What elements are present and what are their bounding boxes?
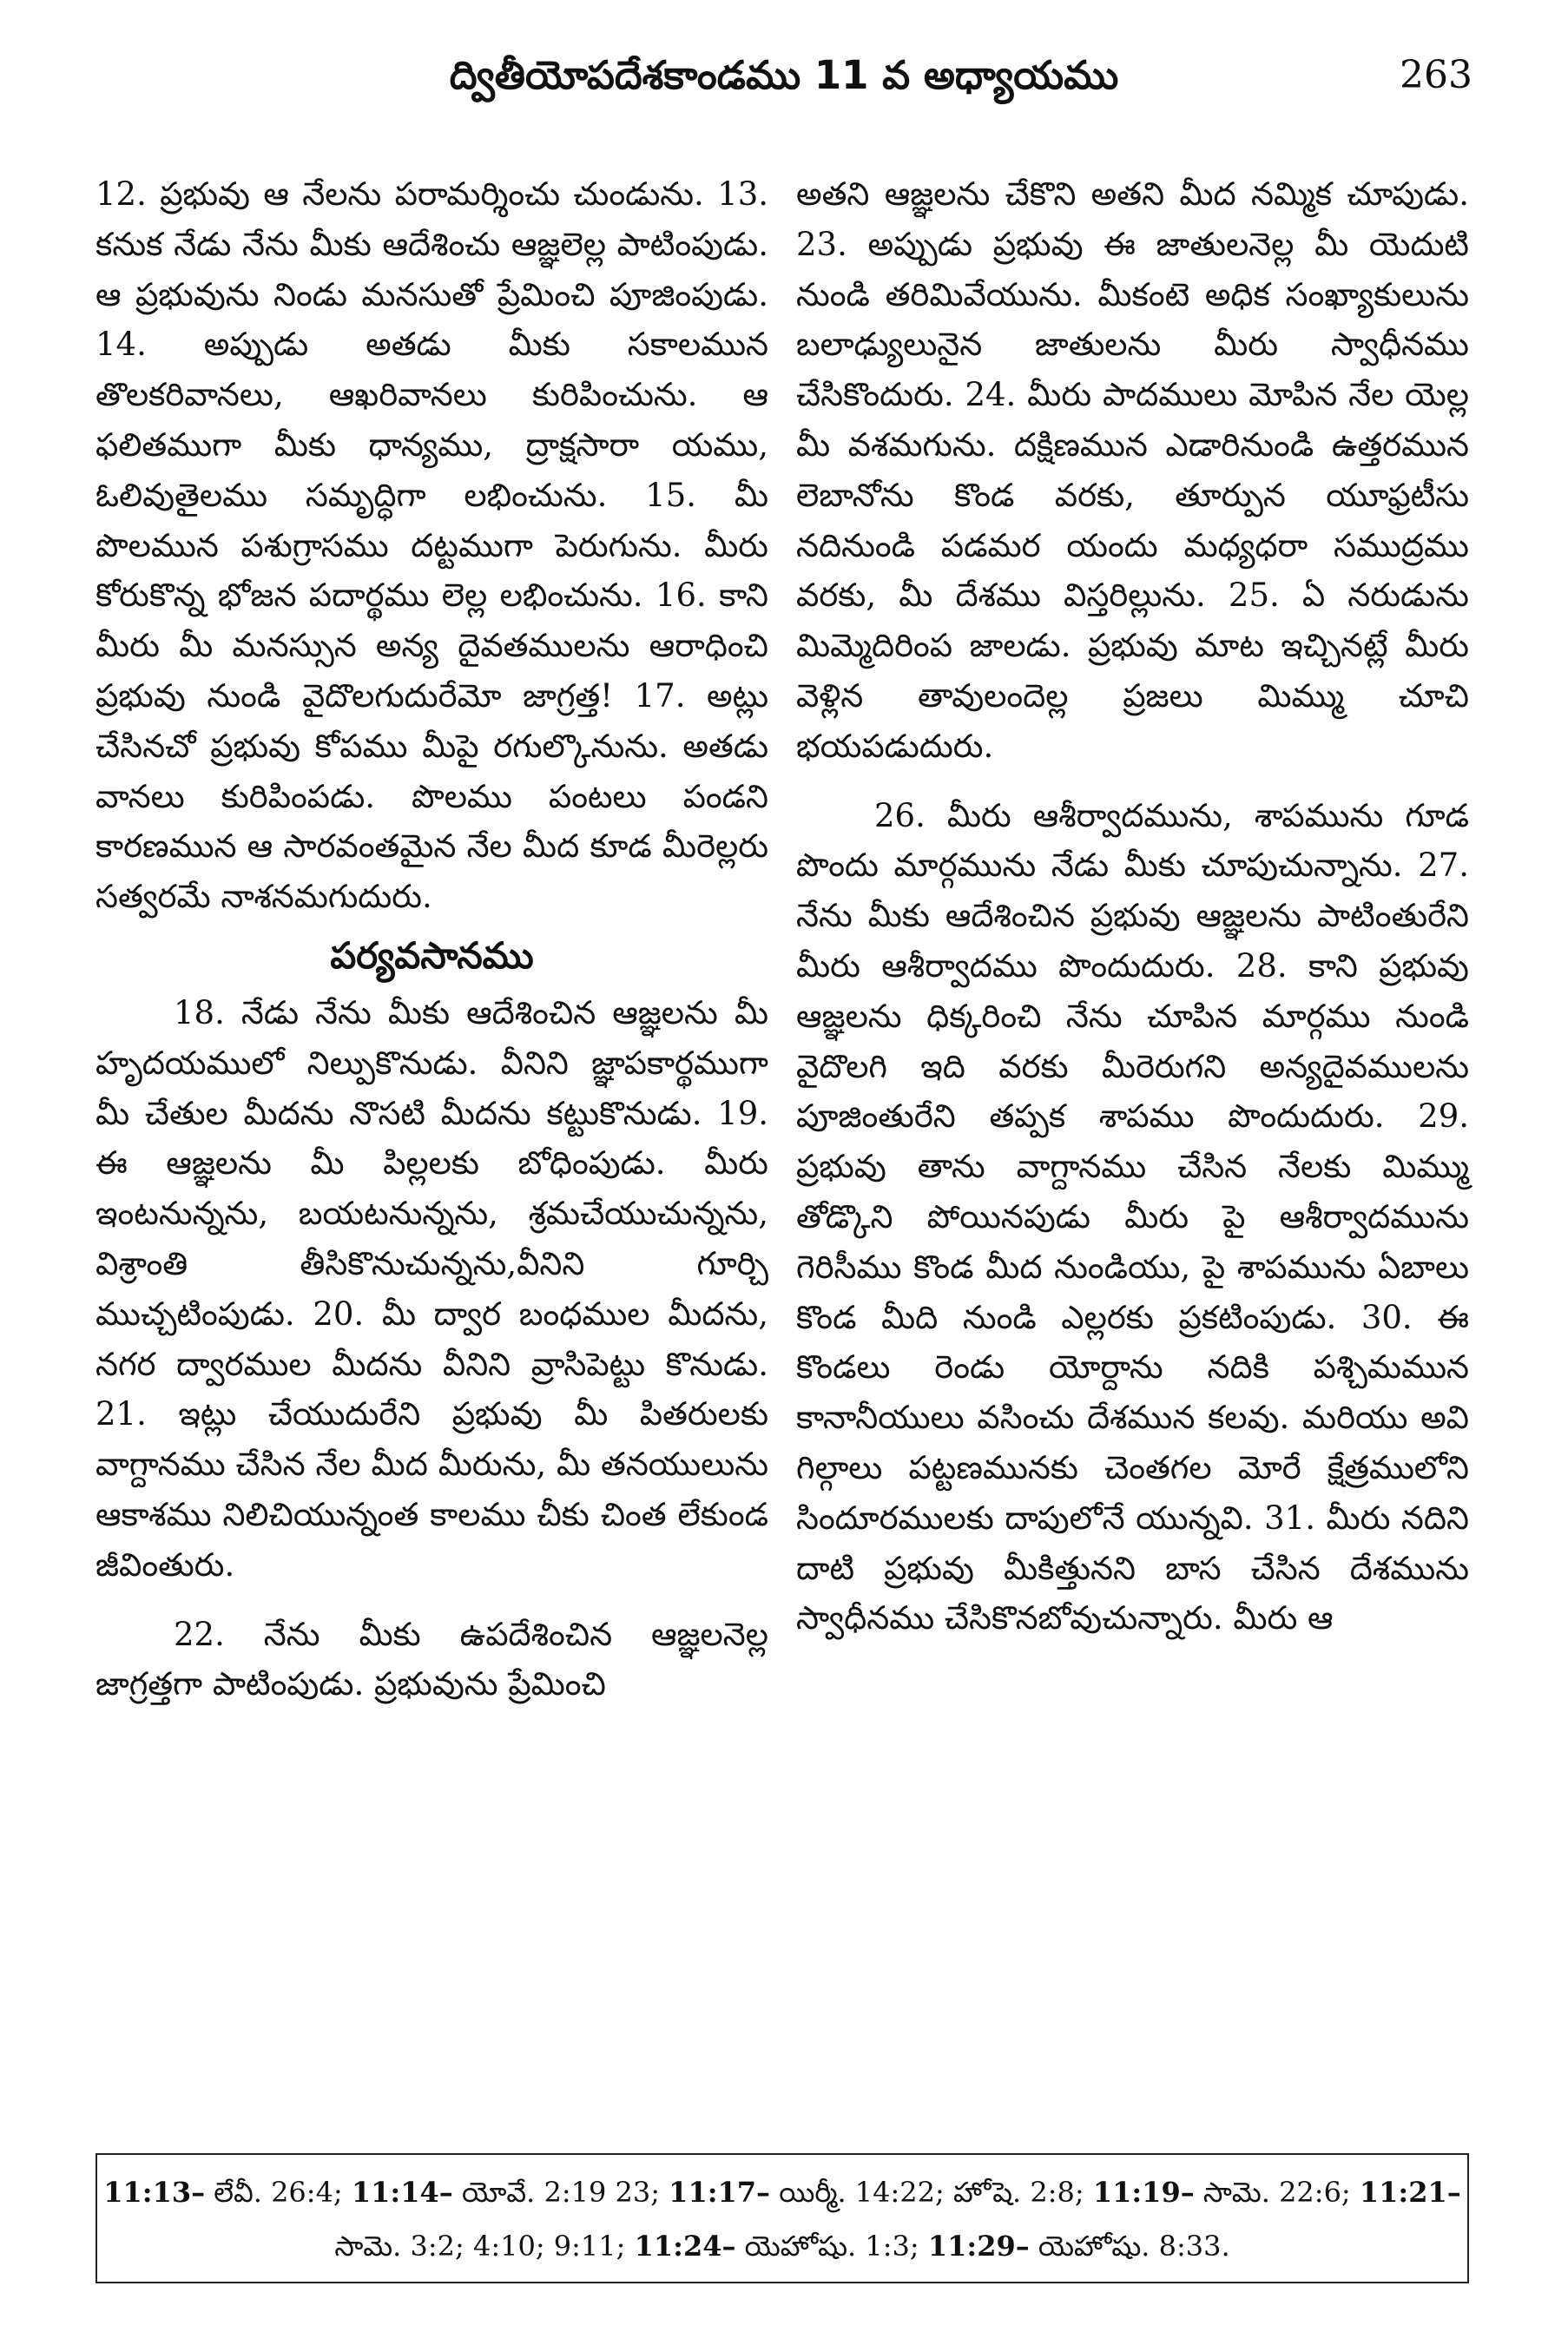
right-paragraph-2: 26. మీరు ఆశీర్వాదమును, శాపమును గూడ పొందు మార్గమును నేడు మీకు చూపుచున్నాను. 27. నేను మీకు ఆదేశించిన ప్రభువు ఆజ్ఞలను పాటింతురేని మీరు ఆశీర్వాదము పొందుదురు. 28. కాని ప్రభువు ఆజ్ఞలను ధిక్కరించి నేను చూపిన మార్గము నుండి వైదొలగి ఇది వరకు మీరెరుగని అన్యదైవములను పూజింతురేని తప్పక శాపము పొందుదురు. 29. ప్రభువు తాను వాగ్దానము చేసిన నేలకు మిమ్ము తోడ్కొని పోయినపుడు మీరు పై ఆశీర్వాదమును గెరిసీము కొండ మీద నుండియు, పై శాపమును ఏబాలు కొండ మీది నుండి ఎల్లరకు ప్రకటింపుడు. 30. ఈ కొండలు రెండు యోర్దాను నదికి పశ్చిమమున కానానీయులు వసించు దేశమున కలవు. మరియు అవి గిల్గాలు పట్టణమునకు చెంతగల మోరే క్షేత్రములోని సిందూరములకు దాపులోనే యున్నవి. 31. మీరు నదిని దాటి ప్రభువు మీకిత్తునని బాస చేసిన దేశమును స్వాధీనము చేసికొనబోవుచున్నారు. మీరు ఆ bbox=[796, 796, 1469, 1637]
section-heading: పర్యవసానము bbox=[330, 933, 534, 977]
footnote-ref: 11:19– bbox=[1092, 2176, 1195, 2209]
right-column bbox=[796, 169, 1469, 1644]
footnote-ref: 11:14– bbox=[351, 2176, 453, 2209]
footnote-text: యెహోషు. 8:33. bbox=[1029, 2230, 1230, 2263]
left-column bbox=[96, 169, 768, 1710]
page-number: 263 bbox=[1400, 53, 1472, 97]
footnote-list bbox=[103, 2176, 1461, 2263]
footnote-text: యిర్మీ. 14:22; హోషె. 2:8; bbox=[770, 2176, 1093, 2209]
footnotes-box bbox=[96, 2153, 1469, 2283]
footnote-text: సామె. 3:2; 4:10; 9:11; bbox=[334, 2230, 635, 2263]
left-paragraph-3: 22. నేను మీకు ఉపదేశించిన ఆజ్ఞలనెల్ల జాగ్రత్తగా పాటింపుడు. ప్రభువును ప్రేమించి bbox=[96, 1615, 768, 1703]
footnote-ref: 11:17– bbox=[669, 2176, 771, 2209]
footnote-text: యోవే. 2:19 23; bbox=[452, 2176, 669, 2209]
page-header bbox=[96, 45, 1472, 115]
chapter-title: ద్వితీయోపదేశకాండము 11 వ అధ్యాయము bbox=[449, 52, 1119, 98]
footnote-ref: 11:13– bbox=[103, 2176, 206, 2209]
footnote-text: లేవీ. 26:4; bbox=[205, 2176, 352, 2209]
footnote-ref: 11:21– bbox=[1359, 2176, 1461, 2209]
footnote-ref: 11:29– bbox=[927, 2230, 1030, 2263]
footnote-ref: 11:24– bbox=[634, 2230, 736, 2263]
right-paragraph-1: అతని ఆజ్ఞలను చేకొని అతని మీద నమ్మిక చూపుడు. 23. అప్పుడు ప్రభువు ఈ జాతులనెల్ల మీ యెదుటి నుండి తరిమివేయును. మీకంటె అధిక సంఖ్యాకులును బలాఢ్యులునైన జాతులను మీరు స్వాధీనము చేసికొందురు. 24. మీరు పాదములు మోపిన నేల యెల్ల మీ వశమగును. దక్షిణమున ఎడారినుండి ఉత్తరమున లెబానోను కొండ వరకు, తూర్పున యూఫ్రటీసు నదినుండి పడమర యందు మధ్యధరా సముద్రము వరకు, మీ దేశము విస్తరిల్లును. 25. ఏ నరుడును మిమ్మెదిరింప జాలడు. ప్రభువు మాట ఇచ్చినట్లే మీరు వెళ్లిన తావులందెల్ల ప్రజలు మిమ్ము చూచి భయపడుదురు. bbox=[796, 175, 1469, 765]
footnote-text: సామె. 22:6; bbox=[1194, 2176, 1360, 2209]
left-paragraph-2: 18. నేడు నేను మీకు ఆదేశించిన ఆజ్ఞలను మీ హృదయములో నిల్పుకొనుడు. వీనిని జ్ఞాపకార్థముగా మీ చేతుల మీదను నొసటి మీదను కట్టుకొనుడు. 19. ఈ ఆజ్ఞలను మీ పిల్లలకు బోధింపుడు. మీరు ఇంటనున్నను, బయటనున్నను, శ్రమచేయుచున్నను, విశ్రాంతి తీసికొనుచున్నను,వీనిని గూర్చి ముచ్చటింపుడు. 20. మీ ద్వార బంధముల మీదను, నగర ద్వారముల మీదను వీనిని వ్రాసిపెట్టు కొనుడు. 21. ఇట్లు చేయుదురేని ప్రభువు మీ పితరులకు వాగ్దానము చేసిన నేల మీద మీరును, మీ తనయులును ఆకాశము నిలిచియున్నంత కాలము చీకు చింత లేకుండ జీవింతురు. bbox=[96, 993, 768, 1584]
left-paragraph-1: 12. ప్రభువు ఆ నేలను పరామర్శించు చుండును. 13. కనుక నేడు నేను మీకు ఆదేశించు ఆజ్ఞలెల్ల పాటింపుడు. ఆ ప్రభువును నిండు మనసుతో ప్రేమించి పూజింపుడు. 14. అప్పుడు అతడు మీకు సకాలమున తొలకరివానలు, ఆఖరివానలు కురిపించును. ఆ ఫలితముగా మీకు ధాన్యము, ద్రాక్షసారా యము, ఓలివుతైలము సమృద్ధిగా లభించును. 15. మీ పొలమున పశుగ్రాసము దట్టముగా పెరుగును. మీరు కోరుకొన్న భోజన పదార్థము లెల్ల లభించును. 16. కాని మీరు మీ మనస్సున అన్య దైవతములను ఆరాధించి ప్రభువు నుండి వైదొలగుదురేమో జాగ్రత్త! 17. అట్లు చేసినచో ప్రభువు కోపము మీపై రగుల్కొనును. అతడు వానలు కురిపింపడు. పొలము పంటలు పండని కారణమున ఆ సారవంతమైన నేల మీద కూడ మీరెల్లరు సత్వరమే నాశనమగుదురు. bbox=[96, 175, 768, 916]
footnote-text: యెహోషు. 1:3; bbox=[735, 2230, 928, 2263]
